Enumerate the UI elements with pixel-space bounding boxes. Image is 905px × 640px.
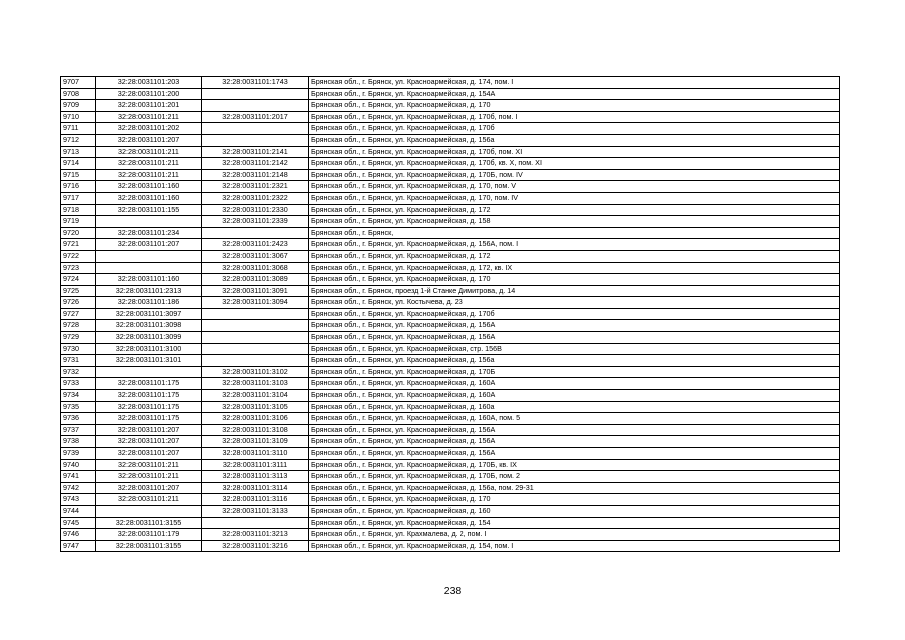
address-cell: Брянская обл., г. Брянск, ул. Красноармейская, д. 156а, пом. 29-31 <box>309 482 840 494</box>
row-number-cell: 9746 <box>61 529 96 541</box>
address-cell: Брянская обл., г. Брянск, <box>309 227 840 239</box>
object-number-cell <box>202 134 309 146</box>
row-number-cell: 9727 <box>61 308 96 320</box>
object-number-cell <box>202 332 309 344</box>
address-cell: Брянская обл., г. Брянск, ул. Красноармейская, д. 158 <box>309 216 840 228</box>
address-cell: Брянская обл., г. Брянск, ул. Красноармейская, д. 172 <box>309 204 840 216</box>
address-cell: Брянская обл., г. Брянск, ул. Красноармейская, д. 172 <box>309 250 840 262</box>
row-number-cell: 9721 <box>61 239 96 251</box>
object-number-cell: 32:28:0031101:2423 <box>202 239 309 251</box>
land-plot-number-cell: 32:28:0031101:211 <box>96 471 202 483</box>
address-cell: Брянская обл., г. Брянск, ул. Красноармейская, д. 170, пом. IV <box>309 192 840 204</box>
object-number-cell <box>202 123 309 135</box>
object-number-cell: 32:28:0031101:3216 <box>202 540 309 552</box>
table-row <box>61 100 840 112</box>
address-cell: Брянская обл., г. Брянск, ул. Красноармейская, д. 170 <box>309 274 840 286</box>
table-row <box>61 169 840 181</box>
table-row <box>61 111 840 123</box>
object-number-cell: 32:28:0031101:1743 <box>202 77 309 89</box>
object-number-cell: 32:28:0031101:3110 <box>202 448 309 460</box>
object-number-cell: 32:28:0031101:3111 <box>202 459 309 471</box>
address-cell: Брянская обл., г. Брянск, ул. Красноармейская, д. 170Б, пом. IV <box>309 169 840 181</box>
row-number-cell: 9712 <box>61 134 96 146</box>
row-number-cell: 9708 <box>61 88 96 100</box>
row-number-cell: 9729 <box>61 332 96 344</box>
land-plot-number-cell: 32:28:0031101:3101 <box>96 355 202 367</box>
table-row <box>61 529 840 541</box>
page-number: 238 <box>443 585 462 597</box>
table-row <box>61 239 840 251</box>
object-number-cell: 32:28:0031101:3113 <box>202 471 309 483</box>
object-number-cell: 32:28:0031101:2330 <box>202 204 309 216</box>
cadastral-table-body <box>61 77 840 552</box>
row-number-cell: 9745 <box>61 517 96 529</box>
row-number-cell: 9725 <box>61 285 96 297</box>
object-number-cell <box>202 517 309 529</box>
table-row <box>61 378 840 390</box>
land-plot-number-cell <box>96 250 202 262</box>
table-row <box>61 355 840 367</box>
row-number-cell: 9723 <box>61 262 96 274</box>
table-row <box>61 204 840 216</box>
table-row <box>61 146 840 158</box>
table-row <box>61 459 840 471</box>
object-number-cell: 32:28:0031101:3091 <box>202 285 309 297</box>
row-number-cell: 9728 <box>61 320 96 332</box>
address-cell: Брянская обл., г. Брянск, ул. Костычева, д. 23 <box>309 297 840 309</box>
row-number-cell: 9711 <box>61 123 96 135</box>
row-number-cell: 9740 <box>61 459 96 471</box>
land-plot-number-cell: 32:28:0031101:201 <box>96 100 202 112</box>
cadastral-table <box>60 76 840 552</box>
address-cell: Брянская обл., г. Брянск, ул. Красноармейская, д. 160А, пом. 5 <box>309 413 840 425</box>
land-plot-number-cell: 32:28:0031101:3100 <box>96 343 202 355</box>
land-plot-number-cell: 32:28:0031101:160 <box>96 192 202 204</box>
object-number-cell: 32:28:0031101:2142 <box>202 158 309 170</box>
land-plot-number-cell <box>96 216 202 228</box>
row-number-cell: 9732 <box>61 366 96 378</box>
table-row <box>61 134 840 146</box>
row-number-cell: 9747 <box>61 540 96 552</box>
address-cell: Брянская обл., г. Брянск, проезд 1-й Станке Димитрова, д. 14 <box>309 285 840 297</box>
table-row <box>61 494 840 506</box>
table-row <box>61 297 840 309</box>
land-plot-number-cell: 32:28:0031101:160 <box>96 274 202 286</box>
table-row <box>61 448 840 460</box>
land-plot-number-cell: 32:28:0031101:211 <box>96 111 202 123</box>
address-cell: Брянская обл., г. Брянск, ул. Красноармейская, д. 154 <box>309 517 840 529</box>
object-number-cell: 32:28:0031101:3067 <box>202 250 309 262</box>
row-number-cell: 9715 <box>61 169 96 181</box>
row-number-cell: 9718 <box>61 204 96 216</box>
address-cell: Брянская обл., г. Брянск, ул. Красноармейская, д. 156А <box>309 436 840 448</box>
address-cell: Брянская обл., г. Брянск, ул. Красноармейская, д. 156А <box>309 424 840 436</box>
table-row <box>61 216 840 228</box>
address-cell: Брянская обл., г. Брянск, ул. Красноармейская, д. 172, кв. IX <box>309 262 840 274</box>
land-plot-number-cell: 32:28:0031101:207 <box>96 134 202 146</box>
row-number-cell: 9714 <box>61 158 96 170</box>
address-cell: Брянская обл., г. Брянск, ул. Красноармейская, д. 156А, пом. I <box>309 239 840 251</box>
object-number-cell: 32:28:0031101:3109 <box>202 436 309 448</box>
land-plot-number-cell: 32:28:0031101:155 <box>96 204 202 216</box>
land-plot-number-cell: 32:28:0031101:160 <box>96 181 202 193</box>
table-row <box>61 88 840 100</box>
address-cell: Брянская обл., г. Брянск, ул. Красноармейская, д. 160 <box>309 505 840 517</box>
object-number-cell: 32:28:0031101:3108 <box>202 424 309 436</box>
land-plot-number-cell <box>96 505 202 517</box>
land-plot-number-cell: 32:28:0031101:211 <box>96 494 202 506</box>
address-cell: Брянская обл., г. Брянск, ул. Красноармейская, стр. 156В <box>309 343 840 355</box>
table-row <box>61 77 840 89</box>
table-row <box>61 250 840 262</box>
table-row <box>61 158 840 170</box>
address-cell: Брянская обл., г. Брянск, ул. Красноармейская, д. 156а <box>309 355 840 367</box>
land-plot-number-cell: 32:28:0031101:207 <box>96 448 202 460</box>
row-number-cell: 9735 <box>61 401 96 413</box>
row-number-cell: 9744 <box>61 505 96 517</box>
land-plot-number-cell: 32:28:0031101:211 <box>96 459 202 471</box>
address-cell: Брянская обл., г. Брянск, ул. Красноармейская, д. 156А <box>309 320 840 332</box>
row-number-cell: 9713 <box>61 146 96 158</box>
object-number-cell: 32:28:0031101:3133 <box>202 505 309 517</box>
object-number-cell: 32:28:0031101:3106 <box>202 413 309 425</box>
address-cell: Брянская обл., г. Брянск, ул. Красноармейская, д. 154, пом. I <box>309 540 840 552</box>
land-plot-number-cell: 32:28:0031101:234 <box>96 227 202 239</box>
object-number-cell <box>202 88 309 100</box>
object-number-cell <box>202 308 309 320</box>
address-cell: Брянская обл., г. Брянск, ул. Красноармейская, д. 154А <box>309 88 840 100</box>
object-number-cell <box>202 343 309 355</box>
object-number-cell: 32:28:0031101:3213 <box>202 529 309 541</box>
row-number-cell: 9726 <box>61 297 96 309</box>
land-plot-number-cell: 32:28:0031101:3155 <box>96 517 202 529</box>
address-cell: Брянская обл., г. Брянск, ул. Красноармейская, д. 170б <box>309 308 840 320</box>
object-number-cell <box>202 320 309 332</box>
address-cell: Брянская обл., г. Брянск, ул. Красноармейская, д. 160А <box>309 390 840 402</box>
object-number-cell <box>202 227 309 239</box>
table-row <box>61 436 840 448</box>
address-cell: Брянская обл., г. Брянск, ул. Красноармейская, д. 170б <box>309 123 840 135</box>
table-row <box>61 274 840 286</box>
table-row <box>61 181 840 193</box>
row-number-cell: 9734 <box>61 390 96 402</box>
row-number-cell: 9719 <box>61 216 96 228</box>
row-number-cell: 9742 <box>61 482 96 494</box>
address-cell: Брянская обл., г. Брянск, ул. Красноармейская, д. 174, пом. I <box>309 77 840 89</box>
land-plot-number-cell: 32:28:0031101:207 <box>96 482 202 494</box>
land-plot-number-cell: 32:28:0031101:3097 <box>96 308 202 320</box>
object-number-cell <box>202 355 309 367</box>
object-number-cell: 32:28:0031101:3104 <box>202 390 309 402</box>
address-cell: Брянская обл., г. Брянск, ул. Красноармейская, д. 160а <box>309 401 840 413</box>
object-number-cell: 32:28:0031101:3116 <box>202 494 309 506</box>
table-row <box>61 332 840 344</box>
address-cell: Брянская обл., г. Брянск, ул. Красноармейская, д. 170, пом. V <box>309 181 840 193</box>
land-plot-number-cell: 32:28:0031101:3099 <box>96 332 202 344</box>
row-number-cell: 9741 <box>61 471 96 483</box>
table-row <box>61 482 840 494</box>
row-number-cell: 9724 <box>61 274 96 286</box>
table-row <box>61 401 840 413</box>
row-number-cell: 9722 <box>61 250 96 262</box>
address-cell: Брянская обл., г. Брянск, ул. Красноармейская, д. 156А <box>309 332 840 344</box>
land-plot-number-cell: 32:28:0031101:207 <box>96 436 202 448</box>
table-row <box>61 517 840 529</box>
land-plot-number-cell: 32:28:0031101:3155 <box>96 540 202 552</box>
table-row <box>61 320 840 332</box>
object-number-cell <box>202 100 309 112</box>
address-cell: Брянская обл., г. Брянск, ул. Красноармейская, д. 156а <box>309 134 840 146</box>
land-plot-number-cell: 32:28:0031101:186 <box>96 297 202 309</box>
row-number-cell: 9738 <box>61 436 96 448</box>
address-cell: Брянская обл., г. Брянск, ул. Красноармейская, д. 156А <box>309 448 840 460</box>
table-row <box>61 366 840 378</box>
row-number-cell: 9710 <box>61 111 96 123</box>
table-row <box>61 390 840 402</box>
object-number-cell: 32:28:0031101:2339 <box>202 216 309 228</box>
row-number-cell: 9733 <box>61 378 96 390</box>
address-cell: Брянская обл., г. Брянск, ул. Красноармейская, д. 170Б, кв. IX <box>309 459 840 471</box>
address-cell: Брянская обл., г. Брянск, ул. Крахмалева, д. 2, пом. I <box>309 529 840 541</box>
land-plot-number-cell: 32:28:0031101:211 <box>96 169 202 181</box>
address-cell: Брянская обл., г. Брянск, ул. Красноармейская, д. 170 <box>309 494 840 506</box>
row-number-cell: 9707 <box>61 77 96 89</box>
object-number-cell: 32:28:0031101:2322 <box>202 192 309 204</box>
land-plot-number-cell: 32:28:0031101:200 <box>96 88 202 100</box>
table-row <box>61 123 840 135</box>
object-number-cell: 32:28:0031101:3089 <box>202 274 309 286</box>
row-number-cell: 9743 <box>61 494 96 506</box>
table-row <box>61 285 840 297</box>
address-cell: Брянская обл., г. Брянск, ул. Красноармейская, д. 170б, кв. Х, пом. XI <box>309 158 840 170</box>
row-number-cell: 9709 <box>61 100 96 112</box>
table-row <box>61 343 840 355</box>
row-number-cell: 9739 <box>61 448 96 460</box>
table-row <box>61 192 840 204</box>
row-number-cell: 9731 <box>61 355 96 367</box>
land-plot-number-cell: 32:28:0031101:179 <box>96 529 202 541</box>
land-plot-number-cell <box>96 366 202 378</box>
table-row <box>61 471 840 483</box>
object-number-cell: 32:28:0031101:3068 <box>202 262 309 274</box>
land-plot-number-cell: 32:28:0031101:175 <box>96 413 202 425</box>
table-row <box>61 413 840 425</box>
land-plot-number-cell: 32:28:0031101:207 <box>96 239 202 251</box>
address-cell: Брянская обл., г. Брянск, ул. Красноармейская, д. 170 <box>309 100 840 112</box>
object-number-cell: 32:28:0031101:2017 <box>202 111 309 123</box>
land-plot-number-cell: 32:28:0031101:211 <box>96 146 202 158</box>
object-number-cell: 32:28:0031101:2141 <box>202 146 309 158</box>
table-row <box>61 505 840 517</box>
row-number-cell: 9730 <box>61 343 96 355</box>
row-number-cell: 9736 <box>61 413 96 425</box>
table-row <box>61 262 840 274</box>
address-cell: Брянская обл., г. Брянск, ул. Красноармейская, д. 170Б, пом. 2 <box>309 471 840 483</box>
address-cell: Брянская обл., г. Брянск, ул. Красноармейская, д. 170Б <box>309 366 840 378</box>
object-number-cell: 32:28:0031101:2148 <box>202 169 309 181</box>
land-plot-number-cell <box>96 262 202 274</box>
land-plot-number-cell: 32:28:0031101:211 <box>96 158 202 170</box>
object-number-cell: 32:28:0031101:3102 <box>202 366 309 378</box>
land-plot-number-cell: 32:28:0031101:207 <box>96 424 202 436</box>
address-cell: Брянская обл., г. Брянск, ул. Красноармейская, д. 170б, пом. I <box>309 111 840 123</box>
land-plot-number-cell: 32:28:0031101:202 <box>96 123 202 135</box>
object-number-cell: 32:28:0031101:3094 <box>202 297 309 309</box>
address-cell: Брянская обл., г. Брянск, ул. Красноармейская, д. 170б, пом. XI <box>309 146 840 158</box>
object-number-cell: 32:28:0031101:3114 <box>202 482 309 494</box>
row-number-cell: 9716 <box>61 181 96 193</box>
row-number-cell: 9717 <box>61 192 96 204</box>
land-plot-number-cell: 32:28:0031101:175 <box>96 378 202 390</box>
land-plot-number-cell: 32:28:0031101:203 <box>96 77 202 89</box>
table-row <box>61 227 840 239</box>
object-number-cell: 32:28:0031101:2321 <box>202 181 309 193</box>
row-number-cell: 9737 <box>61 424 96 436</box>
land-plot-number-cell: 32:28:0031101:175 <box>96 390 202 402</box>
object-number-cell: 32:28:0031101:3103 <box>202 378 309 390</box>
land-plot-number-cell: 32:28:0031101:175 <box>96 401 202 413</box>
table-row <box>61 424 840 436</box>
row-number-cell: 9720 <box>61 227 96 239</box>
object-number-cell: 32:28:0031101:3105 <box>202 401 309 413</box>
land-plot-number-cell: 32:28:0031101:3098 <box>96 320 202 332</box>
table-row <box>61 308 840 320</box>
table-row <box>61 540 840 552</box>
address-cell: Брянская обл., г. Брянск, ул. Красноармейская, д. 160А <box>309 378 840 390</box>
land-plot-number-cell: 32:28:0031101:2313 <box>96 285 202 297</box>
